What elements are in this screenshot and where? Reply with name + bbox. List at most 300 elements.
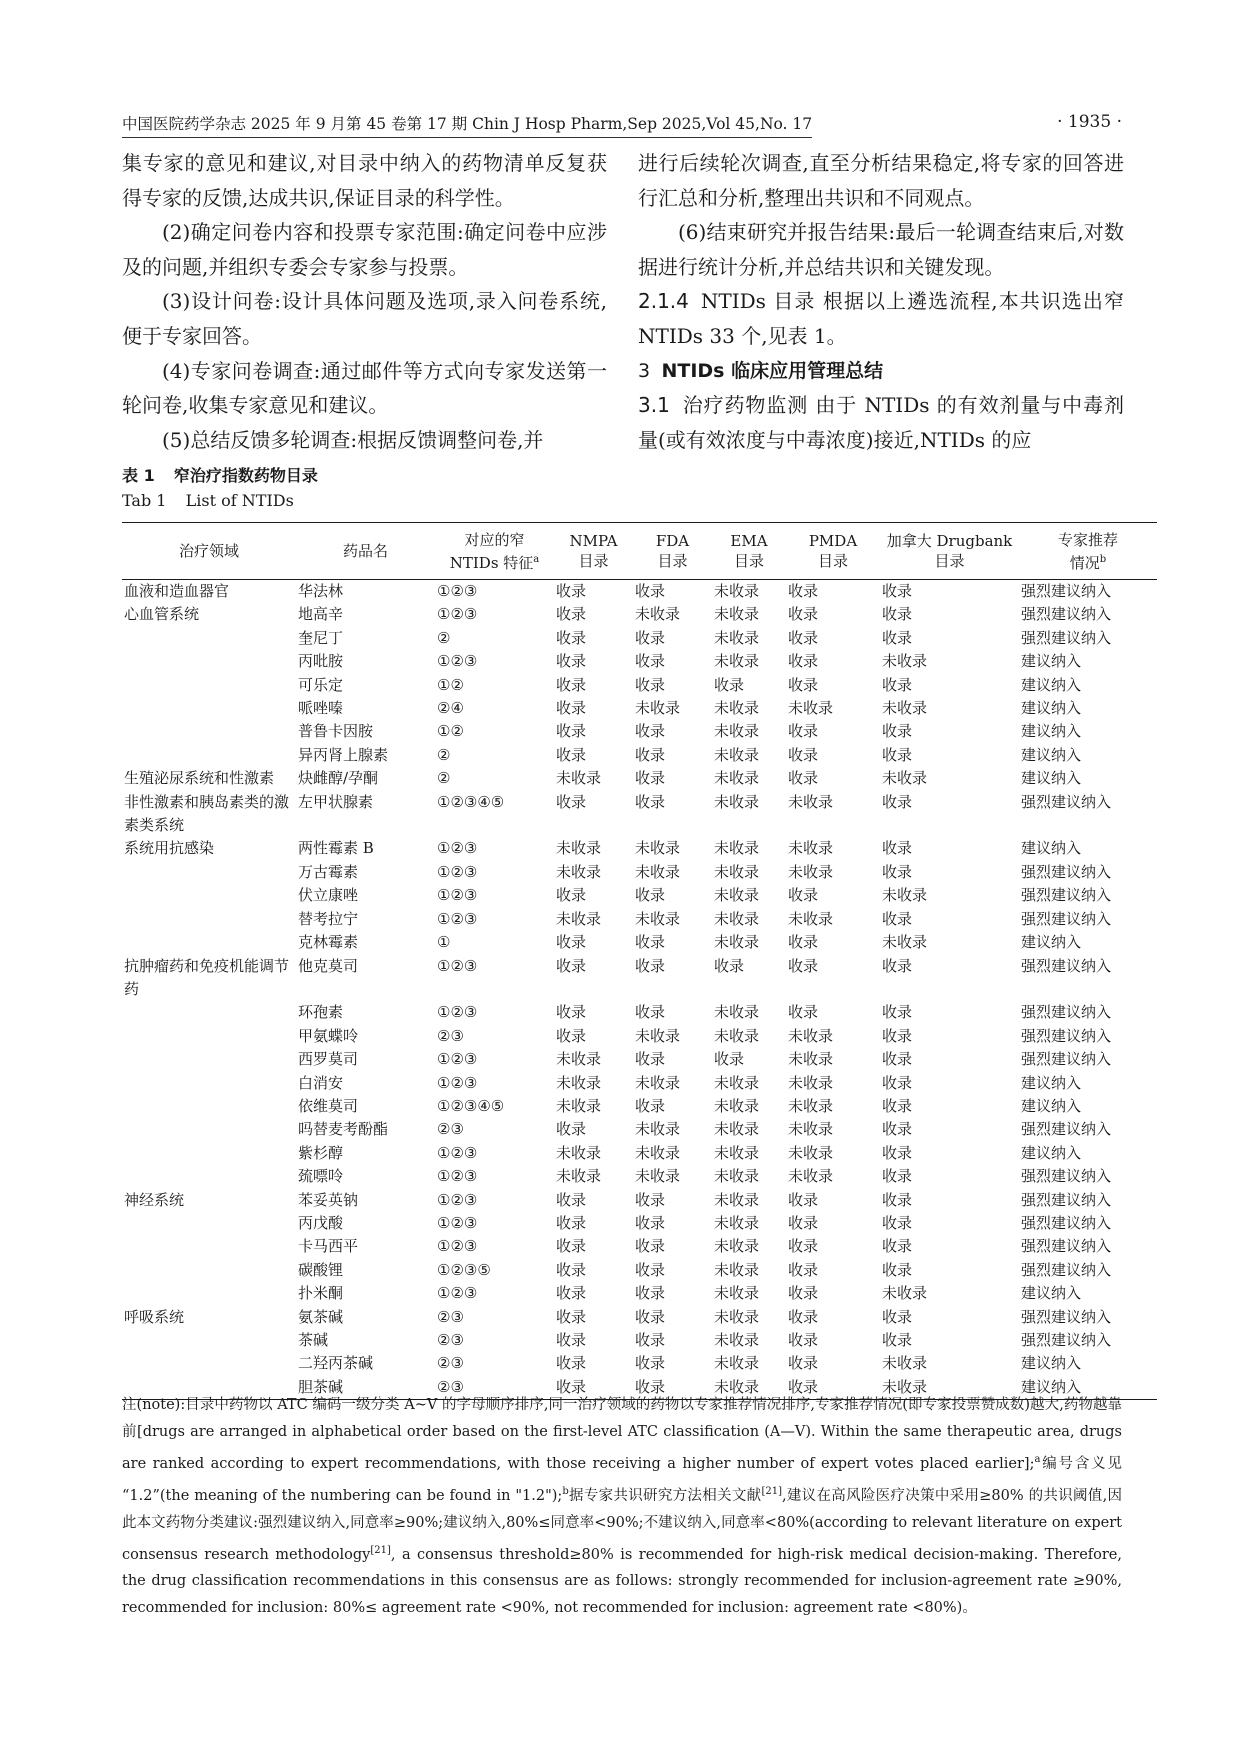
cell-recommendation: 强烈建议纳入 bbox=[1021, 628, 1112, 647]
cell-canada: 收录 bbox=[882, 1143, 913, 1162]
cell-nmpa: 收录 bbox=[556, 1213, 587, 1232]
cell-drug: 依维莫司 bbox=[298, 1096, 359, 1115]
cell-fda: 未收录 bbox=[635, 862, 681, 881]
cell-ema: 未收录 bbox=[714, 1143, 760, 1162]
table-note bbox=[122, 1392, 1122, 1622]
header-expert-recommendation: 专家推荐 情况$^b$ bbox=[1057, 530, 1118, 572]
cell-area: 系统用抗感染 bbox=[124, 839, 215, 858]
cell-area bbox=[122, 1072, 296, 1095]
table-row bbox=[122, 580, 1157, 604]
cell-ema: 收录 bbox=[714, 675, 745, 694]
cell-canada: 收录 bbox=[882, 1096, 913, 1115]
cell-feature: ② bbox=[437, 745, 451, 764]
cell-recommendation: 强烈建议纳入 bbox=[1021, 909, 1112, 928]
table-row bbox=[122, 674, 1157, 697]
cell-recommendation: 强烈建议纳入 bbox=[1021, 862, 1112, 881]
cell-recommendation: 强烈建议纳入 bbox=[1021, 1167, 1112, 1186]
table-label-en: Tab 1 bbox=[122, 491, 167, 510]
cell-feature: ①②③ bbox=[437, 1284, 478, 1303]
cell-feature: ①②③ bbox=[437, 1073, 478, 1092]
cell-canada: 收录 bbox=[882, 839, 913, 858]
cell-pmda: 收录 bbox=[788, 769, 819, 788]
cell-feature: ①②③ bbox=[437, 909, 478, 928]
cell-ema: 未收录 bbox=[714, 1167, 760, 1186]
cell-area bbox=[122, 908, 296, 931]
cell-recommendation: 建议纳入 bbox=[1021, 933, 1082, 952]
cell-ema: 未收录 bbox=[714, 582, 760, 600]
cell-drug: 紫杉醇 bbox=[298, 1143, 344, 1162]
cell-canada: 收录 bbox=[882, 1167, 913, 1186]
cell-nmpa: 收录 bbox=[556, 699, 587, 718]
cell-canada: 收录 bbox=[882, 1331, 913, 1349]
cell-pmda: 未收录 bbox=[788, 1073, 834, 1092]
cell-area bbox=[122, 1118, 296, 1141]
cell-ema: 未收录 bbox=[714, 1096, 760, 1115]
cell-pmda: 未收录 bbox=[788, 1167, 834, 1186]
cell-nmpa: 未收录 bbox=[556, 862, 602, 881]
cell-drug: 卡马西平 bbox=[298, 1237, 359, 1256]
cell-recommendation: 强烈建议纳入 bbox=[1021, 956, 1112, 975]
cell-recommendation: 强烈建议纳入 bbox=[1021, 582, 1112, 600]
section-title: NTIDs 临床应用管理总结 bbox=[661, 359, 884, 382]
table-row bbox=[122, 908, 1157, 931]
cell-feature: ①②③ bbox=[437, 1003, 478, 1022]
cell-ema: 未收录 bbox=[714, 933, 760, 952]
cell-area bbox=[122, 1048, 296, 1071]
cell-feature: ①②③ bbox=[437, 1143, 478, 1162]
cell-ema: 未收录 bbox=[714, 1120, 760, 1139]
cell-area bbox=[122, 1352, 296, 1375]
cell-canada: 收录 bbox=[882, 1307, 913, 1326]
cell-ema: 未收录 bbox=[714, 909, 760, 928]
cell-ema: 未收录 bbox=[714, 1213, 760, 1232]
cell-ema: 未收录 bbox=[714, 792, 760, 811]
header-canada-drugbank: 加拿大 Drugbank 目录 bbox=[886, 532, 1013, 570]
table-row bbox=[122, 1142, 1157, 1165]
cell-canada: 未收录 bbox=[882, 933, 928, 952]
cell-nmpa: 收录 bbox=[556, 745, 587, 764]
cell-canada: 未收录 bbox=[882, 1377, 928, 1396]
cell-pmda: 收录 bbox=[788, 745, 819, 764]
cell-nmpa: 收录 bbox=[556, 1120, 587, 1139]
subsection-number: 3.1 bbox=[638, 393, 670, 418]
cell-fda: 收录 bbox=[635, 1096, 666, 1115]
cell-feature: ①②③ bbox=[437, 862, 478, 881]
cell-nmpa: 收录 bbox=[556, 1260, 587, 1279]
cell-canada: 收录 bbox=[882, 605, 913, 624]
cell-nmpa: 收录 bbox=[556, 675, 587, 694]
table-row bbox=[122, 1165, 1157, 1188]
cell-pmda: 收录 bbox=[788, 582, 819, 600]
cell-area bbox=[122, 931, 296, 954]
header-nmpa: NMPA 目录 bbox=[569, 532, 618, 570]
cell-nmpa: 未收录 bbox=[556, 1096, 602, 1115]
cell-drug: 茶碱 bbox=[298, 1331, 329, 1349]
cell-ema: 未收录 bbox=[714, 886, 760, 905]
cell-canada: 收录 bbox=[882, 1237, 913, 1256]
cell-area: 血液和造血器官 bbox=[124, 582, 230, 600]
cell-pmda: 收录 bbox=[788, 1003, 819, 1022]
cell-ema: 未收录 bbox=[714, 1354, 760, 1373]
cell-area bbox=[122, 650, 296, 673]
cell-nmpa: 未收录 bbox=[556, 1073, 602, 1092]
cell-area bbox=[122, 884, 296, 907]
cell-canada: 未收录 bbox=[882, 652, 928, 671]
cell-drug: 氨茶碱 bbox=[298, 1307, 344, 1326]
cell-pmda: 收录 bbox=[788, 1260, 819, 1279]
cell-canada: 收录 bbox=[882, 956, 913, 975]
section-number: 3 bbox=[638, 359, 651, 382]
cell-fda: 未收录 bbox=[635, 839, 681, 858]
cell-canada: 收录 bbox=[882, 1073, 913, 1092]
cell-feature: ② bbox=[437, 628, 451, 647]
cell-canada: 收录 bbox=[882, 1190, 913, 1209]
cell-fda: 未收录 bbox=[635, 1073, 681, 1092]
cell-nmpa: 未收录 bbox=[556, 839, 602, 858]
cell-feature: ①②③ bbox=[437, 1050, 478, 1069]
cell-canada: 未收录 bbox=[882, 699, 928, 718]
cell-ema: 未收录 bbox=[714, 1260, 760, 1279]
cell-pmda: 收录 bbox=[788, 605, 819, 624]
table-row bbox=[122, 603, 1157, 626]
table-title-cn: 窄治疗指数药物目录 bbox=[173, 466, 318, 485]
cell-drug: 吗替麦考酚酯 bbox=[298, 1120, 389, 1139]
cell-ema: 未收录 bbox=[714, 1237, 760, 1256]
cell-area bbox=[122, 1329, 296, 1352]
cell-pmda: 未收录 bbox=[788, 1143, 834, 1162]
cell-nmpa: 收录 bbox=[556, 1331, 587, 1349]
cell-pmda: 收录 bbox=[788, 1354, 819, 1373]
cell-feature: ①②③④⑤ bbox=[437, 792, 505, 811]
cell-feature: ①②③ bbox=[437, 1190, 478, 1209]
right-paragraph-2: (6)结束研究并报告结果:最后一轮调查结束后,对数据进行统计分析,并总结共识和关键发现。 bbox=[638, 220, 1124, 279]
cell-drug: 异丙肾上腺素 bbox=[298, 745, 389, 764]
cell-ema: 未收录 bbox=[714, 699, 760, 718]
cell-feature: ①② bbox=[437, 722, 464, 741]
cell-drug: 巯嘌呤 bbox=[298, 1167, 344, 1186]
cell-canada: 收录 bbox=[882, 722, 913, 741]
cell-fda: 收录 bbox=[635, 792, 666, 811]
table-title-en: List of NTIDs bbox=[185, 491, 294, 510]
cell-nmpa: 收录 bbox=[556, 1190, 587, 1209]
cell-feature: ①②③ bbox=[437, 956, 478, 975]
cell-drug: 西罗莫司 bbox=[298, 1050, 359, 1069]
table-row bbox=[122, 1235, 1157, 1258]
cell-canada: 收录 bbox=[882, 675, 913, 694]
table-row bbox=[122, 650, 1157, 673]
subsection-number: 2.1.4 bbox=[638, 289, 689, 314]
cell-pmda: 收录 bbox=[788, 1213, 819, 1232]
cell-pmda: 未收录 bbox=[788, 1026, 834, 1045]
cell-ema: 未收录 bbox=[714, 722, 760, 741]
cell-recommendation: 建议纳入 bbox=[1021, 1143, 1082, 1162]
cell-feature: ①②③ bbox=[437, 1213, 478, 1232]
subsection-text: 治疗药物监测 由于 NTIDs 的有效剂量与中毒剂量(或有效浓度与中毒浓度)接近,NTIDs 的应 bbox=[638, 393, 1124, 452]
cell-area bbox=[122, 1142, 296, 1165]
page-number: · 1935 · bbox=[1057, 112, 1122, 132]
cell-ema: 未收录 bbox=[714, 1073, 760, 1092]
cell-feature: ①②③ bbox=[437, 1237, 478, 1256]
cell-pmda: 未收录 bbox=[788, 909, 834, 928]
cell-fda: 收录 bbox=[635, 628, 666, 647]
cell-nmpa: 收录 bbox=[556, 956, 587, 975]
cell-fda: 收录 bbox=[635, 1331, 666, 1349]
cell-canada: 收录 bbox=[882, 1003, 913, 1022]
header-ema: EMA 目录 bbox=[730, 532, 768, 570]
table-row bbox=[122, 1212, 1157, 1235]
subsection-2-1-4 bbox=[638, 284, 1124, 353]
cell-drug: 克林霉素 bbox=[298, 933, 359, 952]
cell-pmda: 未收录 bbox=[788, 1120, 834, 1139]
cell-pmda: 收录 bbox=[788, 628, 819, 647]
cell-canada: 收录 bbox=[882, 1120, 913, 1139]
cell-nmpa: 收录 bbox=[556, 1026, 587, 1045]
cell-drug: 地高辛 bbox=[298, 605, 344, 624]
cell-drug: 普鲁卡因胺 bbox=[298, 722, 374, 741]
table-row bbox=[122, 1048, 1157, 1071]
cell-feature: ②③ bbox=[437, 1377, 464, 1396]
cell-ema: 未收录 bbox=[714, 652, 760, 671]
table-row bbox=[122, 767, 1157, 790]
ntid-table bbox=[122, 522, 1157, 1400]
cell-nmpa: 收录 bbox=[556, 1307, 587, 1326]
cell-area bbox=[122, 1235, 296, 1258]
cell-drug: 扑米酮 bbox=[298, 1284, 344, 1303]
cell-recommendation: 强烈建议纳入 bbox=[1021, 1120, 1112, 1139]
cell-nmpa: 收录 bbox=[556, 652, 587, 671]
cell-pmda: 收录 bbox=[788, 1331, 819, 1349]
cell-drug: 可乐定 bbox=[298, 675, 344, 694]
cell-feature: ②④ bbox=[437, 699, 464, 718]
cell-nmpa: 收录 bbox=[556, 722, 587, 741]
cell-recommendation: 强烈建议纳入 bbox=[1021, 1331, 1112, 1349]
note-paragraph: 注(note):目录中药物以 ATC 编码一级分类 A~V 的字母顺序排序,同一治疗领域的药物以专家推荐情况排序,专家推荐情况(即专家投票赞成数)越大,药物越靠前[drugs are arranged in alphabetical order based on the first-level ATC classification (A—V). Within the same therapeutic area, drugs are ranked according to expert recommendations, with those receiving a higher number of expert votes placed earlier];$^a$编号含义见 “1.2”(the meaning of the numbering can be found in "1.2");$^b$据专家共识研究方法相关文献[21],建议在高风险医疗决策中采用≥80% 的共识阈值,因此本文药物分类建议:强烈建议纳入,同意率≥90%;建议纳入,80%≤同意率<90%;不建议纳入,同意率<80%(according to relevant literature on expert consensus research methodology[21], a consensus threshold≥80% is recommended for high-risk medical decision-making. Therefore, the drug classification recommendations in this consensus are as follows: strongly recommended for inclusion-agreement rate ≥90%, recommended for inclusion: 80%≤ agreement rate <90%, not recommended for inclusion: agreement rate <80%)。 bbox=[122, 1397, 1122, 1617]
table-row bbox=[122, 627, 1157, 650]
cell-canada: 收录 bbox=[882, 745, 913, 764]
cell-pmda: 未收录 bbox=[788, 792, 834, 811]
cell-drug: 两性霉素 B bbox=[298, 839, 374, 858]
cell-drug: 苯妥英钠 bbox=[298, 1190, 359, 1209]
cell-pmda: 收录 bbox=[788, 722, 819, 741]
cell-fda: 收录 bbox=[635, 1213, 666, 1232]
cell-drug: 左甲状腺素 bbox=[298, 792, 374, 811]
table-row bbox=[122, 1025, 1157, 1048]
cell-nmpa: 未收录 bbox=[556, 909, 602, 928]
subsection-text: NTIDs 目录 根据以上遴选流程,本共识选出窄 NTIDs 33 个,见表 1。 bbox=[638, 289, 1124, 348]
cell-recommendation: 强烈建议纳入 bbox=[1021, 1026, 1112, 1045]
cell-canada: 收录 bbox=[882, 792, 913, 811]
cell-ema: 未收录 bbox=[714, 745, 760, 764]
cell-feature: ①②③④⑤ bbox=[437, 1096, 505, 1115]
table-row bbox=[122, 955, 1157, 1002]
cell-recommendation: 强烈建议纳入 bbox=[1021, 886, 1112, 905]
cell-ema: 未收录 bbox=[714, 628, 760, 647]
cell-fda: 收录 bbox=[635, 1237, 666, 1256]
running-header bbox=[122, 112, 1122, 142]
cell-drug: 他克莫司 bbox=[298, 956, 359, 975]
table-body bbox=[122, 580, 1157, 1400]
left-paragraph-1: 集专家的意见和建议,对目录中纳入的药物清单反复获得专家的反馈,达成共识,保证目录的科学性。 bbox=[122, 151, 607, 210]
cell-feature: ②③ bbox=[437, 1331, 464, 1349]
cell-fda: 收录 bbox=[635, 1377, 666, 1396]
cell-area bbox=[122, 674, 296, 697]
cell-recommendation: 建议纳入 bbox=[1021, 1284, 1082, 1303]
cell-pmda: 未收录 bbox=[788, 1050, 834, 1069]
cell-pmda: 未收录 bbox=[788, 699, 834, 718]
cell-area bbox=[122, 744, 296, 767]
cell-canada: 未收录 bbox=[882, 1354, 928, 1373]
cell-fda: 未收录 bbox=[635, 1143, 681, 1162]
cell-nmpa: 未收录 bbox=[556, 769, 602, 788]
cell-recommendation: 建议纳入 bbox=[1021, 769, 1082, 788]
right-paragraph-1: 进行后续轮次调查,直至分析结果稳定,将专家的回答进行汇总和分析,整理出共识和不同观点。 bbox=[638, 151, 1124, 210]
cell-pmda: 收录 bbox=[788, 1284, 819, 1303]
cell-area bbox=[122, 1001, 296, 1024]
cell-recommendation: 强烈建议纳入 bbox=[1021, 1307, 1112, 1326]
cell-drug: 丙戊酸 bbox=[298, 1213, 344, 1232]
left-paragraph-3: (3)设计问卷:设计具体问题及选项,录入问卷系统,便于专家回答。 bbox=[122, 289, 607, 348]
cell-canada: 收录 bbox=[882, 862, 913, 881]
left-paragraph-4: (4)专家问卷调查:通过邮件等方式向专家发送第一轮问卷,收集专家意见和建议。 bbox=[122, 358, 607, 418]
cell-feature: ②③ bbox=[437, 1354, 464, 1373]
cell-drug: 奎尼丁 bbox=[298, 628, 344, 647]
cell-canada: 收录 bbox=[882, 1050, 913, 1069]
subsection-3-1 bbox=[638, 388, 1124, 457]
left-column bbox=[122, 146, 607, 457]
running-title: 中国医院药学杂志 2025 年 9 月第 45 卷第 17 期 Chin J Hosp Pharm,Sep 2025,Vol 45,No. 17 bbox=[122, 112, 812, 138]
cell-drug: 伏立康唑 bbox=[298, 886, 359, 905]
cell-nmpa: 收录 bbox=[556, 1377, 587, 1396]
cell-recommendation: 建议纳入 bbox=[1021, 699, 1082, 718]
cell-ema: 未收录 bbox=[714, 1026, 760, 1045]
header-area: 治疗领域 bbox=[178, 542, 239, 560]
cell-canada: 未收录 bbox=[882, 769, 928, 788]
cell-fda: 未收录 bbox=[635, 1167, 681, 1186]
table-row bbox=[122, 931, 1157, 954]
cell-fda: 未收录 bbox=[635, 699, 681, 718]
cell-drug: 白消安 bbox=[298, 1073, 344, 1092]
cell-feature: ②③ bbox=[437, 1026, 464, 1045]
left-paragraph-2: (2)确定问卷内容和投票专家范围:确定问卷中应涉及的问题,并组织专委会专家参与投票。 bbox=[122, 220, 607, 279]
cell-fda: 未收录 bbox=[635, 1120, 681, 1139]
table-row bbox=[122, 1189, 1157, 1212]
cell-area bbox=[122, 697, 296, 720]
cell-ema: 未收录 bbox=[714, 1307, 760, 1326]
cell-area: 生殖泌尿系统和性激素 bbox=[124, 769, 275, 788]
cell-ema: 未收录 bbox=[714, 1003, 760, 1022]
cell-nmpa: 收录 bbox=[556, 1003, 587, 1022]
cell-drug: 哌唑嗪 bbox=[298, 699, 344, 718]
table-label-cn: 表 1 bbox=[122, 466, 155, 485]
table-row bbox=[122, 861, 1157, 884]
cell-fda: 收录 bbox=[635, 956, 666, 975]
table-row bbox=[122, 744, 1157, 767]
cell-feature: ②③ bbox=[437, 1120, 464, 1139]
table-row bbox=[122, 1072, 1157, 1095]
cell-pmda: 收录 bbox=[788, 675, 819, 694]
cell-recommendation: 建议纳入 bbox=[1021, 839, 1082, 858]
cell-ema: 未收录 bbox=[714, 605, 760, 624]
cell-fda: 收录 bbox=[635, 745, 666, 764]
cell-recommendation: 建议纳入 bbox=[1021, 745, 1082, 764]
table-row bbox=[122, 1352, 1157, 1375]
cell-nmpa: 收录 bbox=[556, 1284, 587, 1303]
cell-fda: 收录 bbox=[635, 1354, 666, 1373]
cell-drug: 替考拉宁 bbox=[298, 909, 359, 928]
cell-ema: 收录 bbox=[714, 1050, 745, 1069]
cell-area bbox=[122, 1282, 296, 1305]
cell-area: 神经系统 bbox=[124, 1190, 185, 1209]
cell-recommendation: 建议纳入 bbox=[1021, 675, 1082, 694]
cell-drug: 甲氨蝶呤 bbox=[298, 1026, 359, 1045]
table-row bbox=[122, 1306, 1157, 1329]
cell-recommendation: 强烈建议纳入 bbox=[1021, 1190, 1112, 1209]
header-fda: FDA 目录 bbox=[655, 532, 690, 570]
right-column bbox=[638, 146, 1124, 457]
cell-canada: 收录 bbox=[882, 1260, 913, 1279]
cell-ema: 收录 bbox=[714, 956, 745, 975]
cell-recommendation: 强烈建议纳入 bbox=[1021, 792, 1112, 811]
cell-nmpa: 收录 bbox=[556, 933, 587, 952]
table-row bbox=[122, 1259, 1157, 1282]
cell-feature: ② bbox=[437, 769, 451, 788]
cell-ema: 未收录 bbox=[714, 862, 760, 881]
table-row bbox=[122, 1329, 1157, 1352]
header-feature: 对应的窄 NTIDs 特征$^a$ bbox=[449, 530, 540, 572]
cell-fda: 收录 bbox=[635, 1190, 666, 1209]
cell-area: 非性激素和胰岛素类的激素类系统 bbox=[124, 792, 290, 835]
cell-pmda: 收录 bbox=[788, 1307, 819, 1326]
cell-feature: ①② bbox=[437, 675, 464, 694]
cell-pmda: 收录 bbox=[788, 1237, 819, 1256]
cell-area bbox=[122, 1165, 296, 1188]
cell-feature: ①②③ bbox=[437, 1167, 478, 1186]
header-drug: 药品名 bbox=[342, 542, 388, 560]
table-caption-en bbox=[122, 491, 294, 510]
cell-fda: 未收录 bbox=[635, 909, 681, 928]
cell-recommendation: 建议纳入 bbox=[1021, 1354, 1082, 1373]
cell-fda: 收录 bbox=[635, 1284, 666, 1303]
cell-fda: 未收录 bbox=[635, 605, 681, 624]
cell-ema: 未收录 bbox=[714, 1284, 760, 1303]
table-row bbox=[122, 884, 1157, 907]
cell-ema: 未收录 bbox=[714, 1377, 760, 1396]
header-pmda: PMDA 目录 bbox=[808, 532, 858, 570]
cell-nmpa: 未收录 bbox=[556, 1050, 602, 1069]
cell-feature: ①②③ bbox=[437, 839, 478, 858]
cell-area bbox=[122, 627, 296, 650]
cell-ema: 未收录 bbox=[714, 1331, 760, 1349]
cell-recommendation: 建议纳入 bbox=[1021, 1073, 1082, 1092]
cell-nmpa: 收录 bbox=[556, 1237, 587, 1256]
cell-drug: 华法林 bbox=[298, 582, 344, 600]
cell-fda: 收录 bbox=[635, 1050, 666, 1069]
cell-pmda: 未收录 bbox=[788, 1096, 834, 1115]
cell-drug: 丙吡胺 bbox=[298, 652, 344, 671]
cell-pmda: 收录 bbox=[788, 1377, 819, 1396]
cell-feature: ①②③ bbox=[437, 886, 478, 905]
cell-recommendation: 建议纳入 bbox=[1021, 722, 1082, 741]
cell-drug: 胆茶碱 bbox=[298, 1377, 344, 1396]
cell-feature: ①②③⑤ bbox=[437, 1260, 491, 1279]
table-row bbox=[122, 1095, 1157, 1118]
cell-pmda: 收录 bbox=[788, 886, 819, 905]
cell-area bbox=[122, 720, 296, 743]
cell-area bbox=[122, 861, 296, 884]
cell-fda: 收录 bbox=[635, 886, 666, 905]
table-row bbox=[122, 720, 1157, 743]
table-row bbox=[122, 1001, 1157, 1024]
